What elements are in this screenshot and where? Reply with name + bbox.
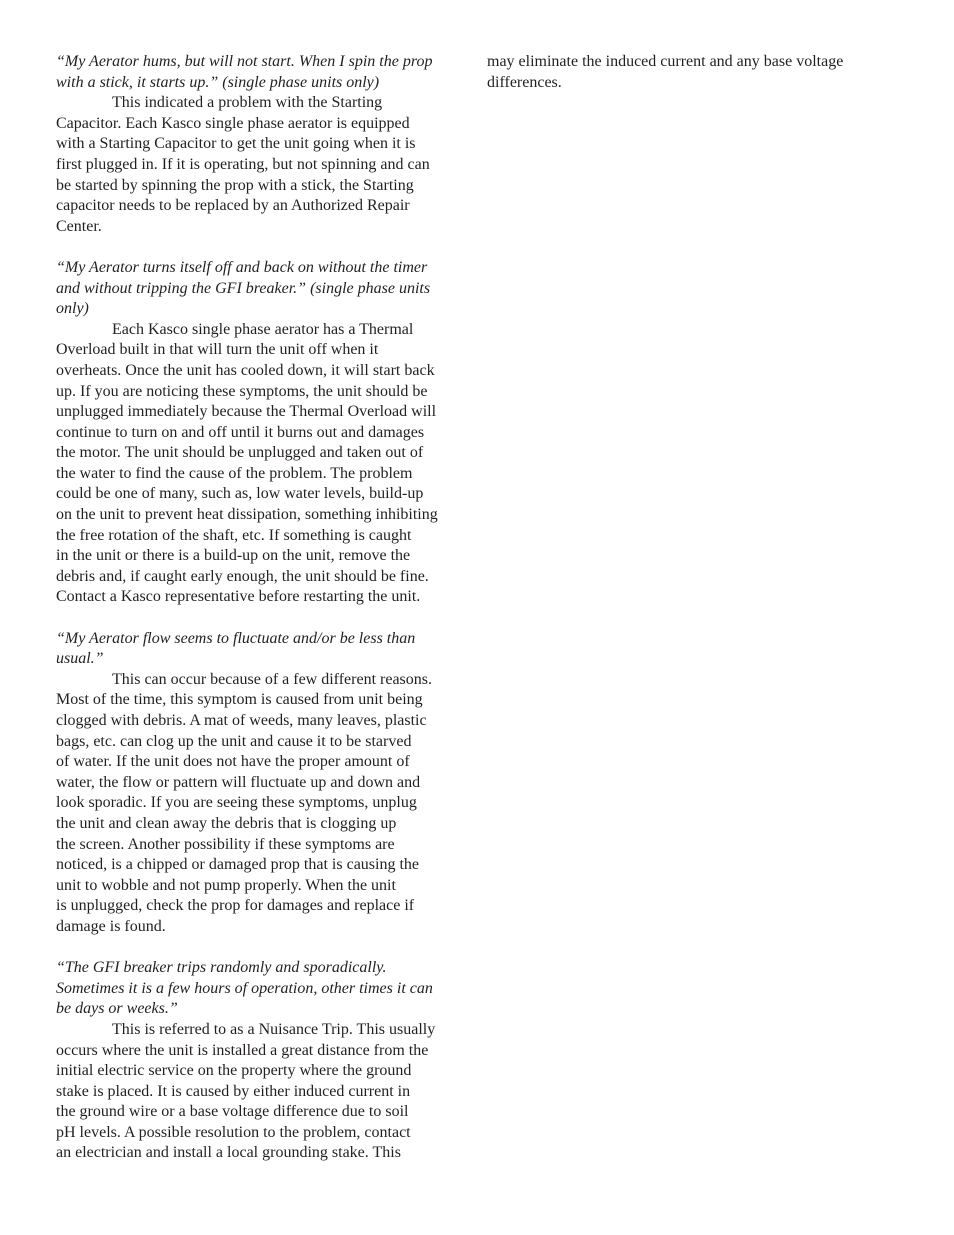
answer-line: bags, etc. can clog up the unit and cause it to be starved bbox=[56, 732, 412, 750]
answer-line: Overload built in that will turn the unit off when it bbox=[56, 341, 379, 359]
answer-line: may eliminate the induced current and any base voltage bbox=[487, 53, 844, 70]
answer-line: up. If you are noticing these symptoms, the unit should be bbox=[56, 382, 428, 400]
question-line: only) bbox=[56, 300, 89, 318]
answer-line: unplugged immediately because the Thermal Overload will bbox=[56, 403, 437, 421]
answer-line: continue to turn on and off until it burns out and damages bbox=[56, 423, 425, 441]
question-line: “The GFI breaker trips randomly and sporadically. bbox=[56, 959, 387, 977]
right-column bbox=[487, 52, 897, 93]
answer-line: Capacitor. Each Kasco single phase aerator is equipped bbox=[56, 114, 410, 132]
answer-line: Contact a Kasco representative before restarting the unit. bbox=[56, 588, 421, 606]
answer-line: occurs where the unit is installed a great distance from the bbox=[56, 1041, 429, 1059]
question-line: “My Aerator turns itself off and back on without the timer bbox=[56, 258, 428, 276]
question-line: with a stick, it starts up.” (single phase units only) bbox=[56, 73, 380, 91]
answer-line: This is referred to as a Nuisance Trip. This usually bbox=[112, 1020, 436, 1038]
answer-line: noticed, is a chipped or damaged prop that is causing the bbox=[56, 856, 420, 874]
question-line: “My Aerator hums, but will not start. When I spin the prop bbox=[56, 53, 433, 70]
answer-line: in the unit or there is a build-up on the unit, remove the bbox=[56, 547, 411, 565]
answer-line: look sporadic. If you are seeing these symptoms, unplug bbox=[56, 794, 417, 812]
faq-answer bbox=[56, 320, 474, 608]
faq-question bbox=[56, 258, 474, 320]
answer-line: stake is placed. It is caused by either induced current in bbox=[56, 1082, 411, 1100]
answer-line: an electrician and install a local grounding stake. This bbox=[56, 1144, 401, 1162]
answer-line: This can occur because of a few different reasons. bbox=[112, 670, 432, 688]
answer-line: the water to find the cause of the problem. The problem bbox=[56, 464, 413, 482]
answer-line: with a Starting Capacitor to get the unit going when it is bbox=[56, 135, 416, 153]
faq-item-turns-off-and-on bbox=[56, 258, 474, 608]
faq-item-flow-fluctuates bbox=[56, 629, 474, 938]
faq-answer bbox=[56, 670, 474, 938]
answer-line: Center. bbox=[56, 217, 102, 235]
answer-line: the motor. The unit should be unplugged and taken out of bbox=[56, 444, 424, 462]
question-line: be days or weeks.” bbox=[56, 1000, 178, 1018]
answer-line: on the unit to prevent heat dissipation, something inhibiting bbox=[56, 506, 438, 524]
answer-line: be started by spinning the prop with a stick, the Starting bbox=[56, 176, 414, 194]
answer-line: damage is found. bbox=[56, 917, 166, 935]
question-line: and without tripping the GFI breaker.” (single phase units bbox=[56, 279, 431, 297]
question-line: usual.” bbox=[56, 650, 104, 668]
answer-line: This indicated a problem with the Starting bbox=[112, 94, 383, 112]
answer-line: the screen. Another possibility if these symptoms are bbox=[56, 835, 395, 853]
answer-line: differences. bbox=[487, 73, 562, 91]
answer-line: the unit and clean away the debris that is clogging up bbox=[56, 814, 397, 832]
answer-line: pH levels. A possible resolution to the problem, contact bbox=[56, 1123, 411, 1141]
answer-line: could be one of many, such as, low water levels, build-up bbox=[56, 485, 424, 503]
answer-line: unit to wobble and not pump properly. When the unit bbox=[56, 876, 396, 894]
answer-line: capacitor needs to be replaced by an Authorized Repair bbox=[56, 197, 410, 215]
answer-line: overheats. Once the unit has cooled down, it will start back bbox=[56, 361, 435, 379]
answer-line: of water. If the unit does not have the proper amount of bbox=[56, 753, 410, 771]
faq-question bbox=[56, 958, 474, 1020]
answer-line: debris and, if caught early enough, the unit should be fine. bbox=[56, 567, 429, 585]
answer-line: initial electric service on the property where the ground bbox=[56, 1062, 412, 1080]
answer-line: the free rotation of the shaft, etc. If something is caught bbox=[56, 526, 412, 544]
faq-question bbox=[56, 629, 474, 670]
answer-line: first plugged in. If it is operating, but not spinning and can bbox=[56, 155, 430, 173]
answer-line: water, the flow or pattern will fluctuate up and down and bbox=[56, 773, 421, 791]
faq-item-hums-will-not-start bbox=[56, 52, 474, 237]
left-column bbox=[56, 52, 474, 1185]
question-line: “My Aerator flow seems to fluctuate and/or be less than bbox=[56, 629, 416, 647]
answer-line: is unplugged, check the prop for damages and replace if bbox=[56, 897, 415, 915]
faq-answer bbox=[56, 93, 474, 237]
faq-question bbox=[56, 52, 474, 93]
question-line: Sometimes it is a few hours of operation, other times it can bbox=[56, 979, 433, 997]
answer-line: clogged with debris. A mat of weeds, many leaves, plastic bbox=[56, 712, 427, 729]
faq-answer bbox=[56, 1020, 474, 1164]
answer-line: Most of the time, this symptom is caused from unit being bbox=[56, 691, 423, 709]
faq-answer-continuation bbox=[487, 52, 897, 93]
faq-item-gfi-nuisance-trip bbox=[56, 958, 474, 1164]
answer-line: Each Kasco single phase aerator has a Thermal bbox=[112, 320, 414, 338]
answer-line: the ground wire or a base voltage difference due to soil bbox=[56, 1103, 409, 1121]
